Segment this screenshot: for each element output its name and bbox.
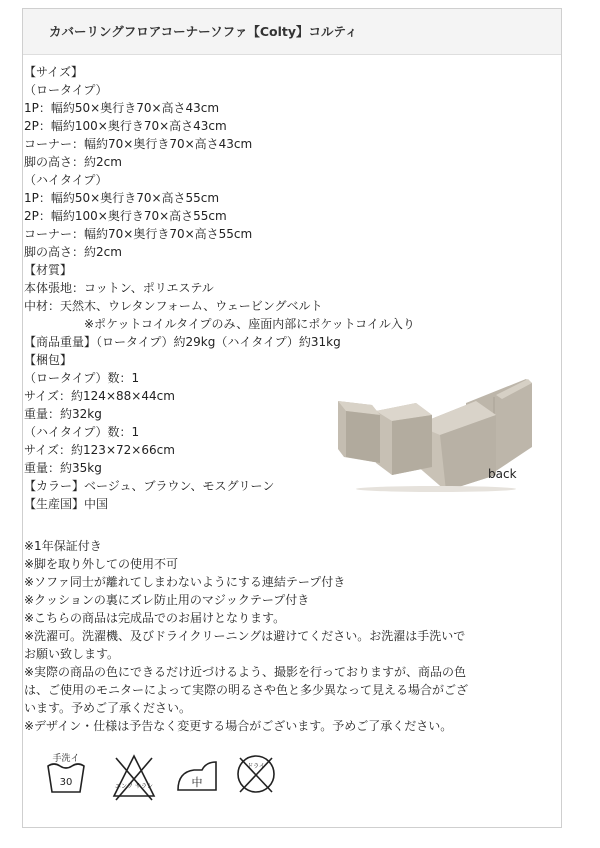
hand-wash-icon — [44, 752, 92, 800]
spec-line: 【商品重量】（ロータイプ）約29kg（ハイタイプ）約31kg — [24, 335, 341, 349]
notes-list — [24, 537, 524, 735]
note-line: ※クッションの裏にズレ防止用のマジックテープ付き — [24, 593, 310, 607]
spec-line: コーナー：幅約70×奥行き70×高さ43cm — [24, 137, 253, 151]
spec-line: 1P：幅約50×奥行き70×高さ43cm — [24, 101, 220, 115]
note-line: は、ご使用のモニターによって実際の明るさや色と多少異なって見える場合がござ — [24, 683, 469, 697]
spec-line: サイズ：約124×88×44cm — [24, 389, 175, 403]
note-line: ※デザイン・仕様は予告なく変更する場合がございます。予めご了承ください。 — [24, 719, 453, 733]
spec-line: 1P：幅約50×奥行き70×高さ55cm — [24, 191, 220, 205]
hand-wash-temp: 30 — [59, 777, 73, 788]
spec-line: ※ポケットコイルタイプのみ、座面内部にポケットコイル入り — [84, 317, 415, 331]
image-caption: back — [488, 467, 517, 481]
note-line: ※脚を取り外しての使用不可 — [24, 557, 179, 571]
spec-line: 脚の高さ：約2cm — [24, 245, 122, 259]
hand-wash-label: 手洗イ — [52, 754, 80, 764]
iron-medium-icon — [172, 752, 222, 800]
spec-line: 【サイズ】 — [24, 65, 84, 79]
spec-line: 【カラー】ベージュ、ブラウン、モスグリーン — [24, 479, 275, 493]
spec-line: 本体張地：コットン、ポリエステル — [24, 281, 214, 295]
spec-line: （ハイタイプ） — [24, 173, 108, 187]
spec-line: 脚の高さ：約2cm — [24, 155, 122, 169]
spec-line: 【梱包】 — [24, 353, 73, 367]
spec-line: コーナー：幅約70×奥行き70×高さ55cm — [24, 227, 253, 241]
spec-line: 【材質】 — [24, 263, 73, 277]
note-line: ※ソファ同士が離れてしまわないようにする連結テープ付き — [24, 575, 346, 589]
spec-line: （ロータイプ） — [24, 83, 108, 97]
note-line: ※こちらの商品は完成品でのお届けとなります。 — [24, 611, 286, 625]
note-line: います。予めご了承ください。 — [24, 701, 192, 715]
spec-line: 重量：約32kg — [24, 407, 102, 421]
note-line: ※洗濯可。洗濯機、及びドライクリーニングは避けてください。お洗濯は手洗いで — [24, 629, 466, 643]
spec-line: サイズ：約123×72×66cm — [24, 443, 175, 457]
note-line: お願い致します。 — [24, 647, 120, 661]
note-line: ※1年保証付き — [24, 539, 102, 553]
spec-line: 中材：天然木、ウレタンフォーム、ウェービングベルト — [24, 299, 323, 313]
spec-line: 2P：幅約100×奥行き70×高さ55cm — [24, 209, 227, 223]
note-line: ※実際の商品の色にできるだけ近づけるよう、撮影を行っておりますが、商品の色 — [24, 665, 467, 679]
product-title: カバーリングフロアコーナーソファ【Colty】コルティ — [23, 9, 561, 55]
spec-line: 【生産国】中国 — [24, 497, 109, 511]
spec-line: （ロータイプ）数：1 — [24, 371, 140, 385]
care-symbols — [44, 752, 284, 808]
spec-list — [24, 63, 415, 513]
bleach-label: エンソ サラシ — [115, 783, 153, 790]
no-dry-clean-icon — [232, 752, 280, 800]
spec-line: 重量：約35kg — [24, 461, 102, 475]
dry-label: ドライ — [247, 763, 265, 770]
spec-line: 2P：幅約100×奥行き70×高さ43cm — [24, 119, 227, 133]
no-bleach-icon — [110, 752, 158, 804]
iron-label: 中 — [191, 776, 203, 789]
spec-line: （ハイタイプ）数：1 — [24, 425, 140, 439]
